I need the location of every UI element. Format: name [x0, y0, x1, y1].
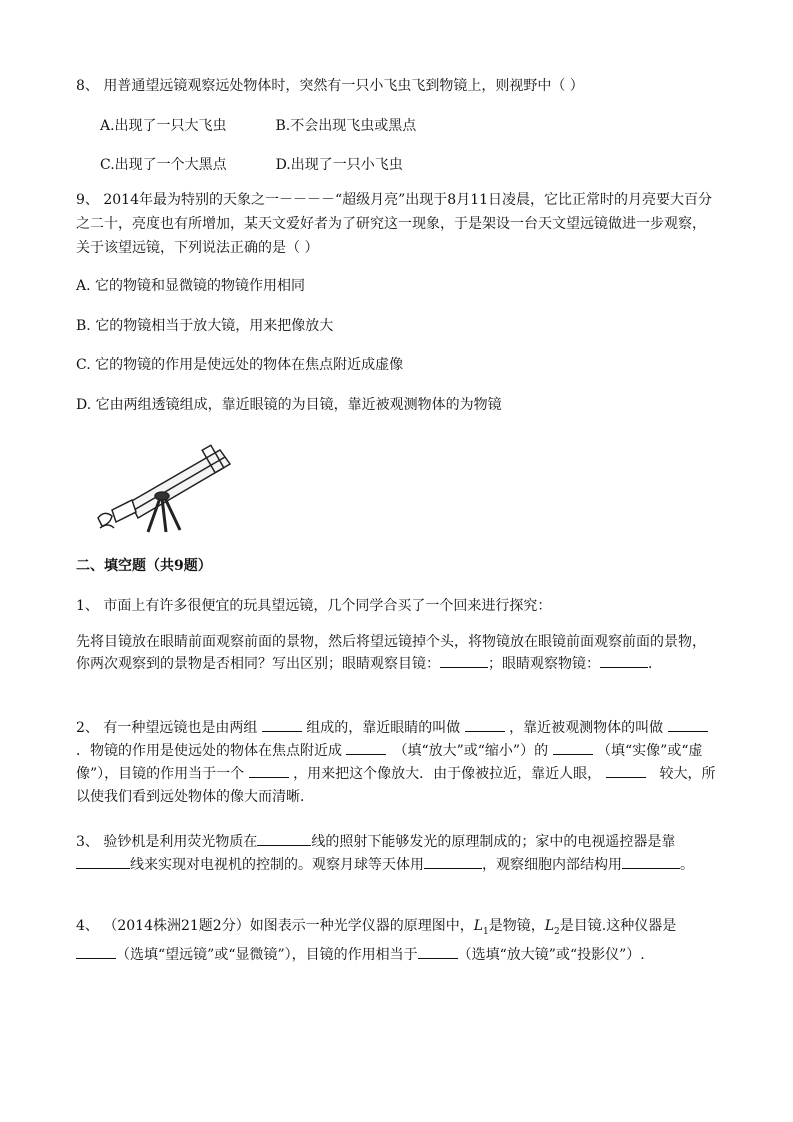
f4-text-a: 4、 （2014株洲21题2分）如图表示一种光学仪器的原理图中， — [76, 918, 474, 934]
f2-text-g: ，用来把这个像放大．由于像被拉近，靠近人眼， — [293, 766, 602, 782]
telescope-figure — [90, 440, 235, 535]
f2-blank-5[interactable] — [553, 740, 593, 755]
f2-text-d: ．物镜的作用是使远处的物体在焦点附近成 — [76, 743, 342, 759]
q9-stem: 9、 2014年最为特别的天象之一－－－－“超级月亮”出现于8月11日凌晨，它比正常时的月亮要大百分之二十，亮度也有所增加，某天文爱好者为了研究这一现象，于是架设一台天文望远镜做进一步观察，关于该望远镜，下列说法正确的是（ ） — [76, 192, 713, 256]
q8-option-d: D.出现了一只小飞虫 — [275, 157, 403, 173]
f2-text-f: （填“实像”或“虚像”），目镜的作用当于一个 — [76, 743, 703, 782]
f1-blank-1[interactable] — [440, 653, 488, 668]
section-title: 二、填空题（共9题） — [76, 558, 212, 574]
f1-body — [76, 631, 716, 675]
q9-option-b: B. 它的物镜相当于放大镜，用来把像放大 — [76, 318, 334, 334]
f4-text-d: （选填“望远镜”或“显微镜”），目镜的作用相当于 — [116, 946, 418, 963]
f3-text-c: 线来实现对电视机的控制的。观察月球等天体用 — [130, 857, 424, 873]
q8-options-row1 — [100, 116, 416, 136]
f1-text-1: 先将目镜放在眼睛前面观察前面的景物，然后将望远镜掉个头，将物镜放在眼镜前面观察前面的景物，你两次观察到的景物是否相同？写出区别；眼睛观察目镜： — [76, 634, 706, 672]
f3-body — [76, 831, 716, 877]
f2-blank-7[interactable] — [606, 763, 646, 778]
f2-blank-3[interactable] — [668, 717, 708, 732]
f3-text-b: 线的照射下能够发光的原理制成的；家中的电视遥控器是靠 — [311, 834, 676, 850]
f4-lens-l1: L — [473, 918, 484, 934]
f3-blank-3[interactable] — [424, 854, 482, 869]
q8-stem: 8、 用普通望远镜观察远处物体时，突然有一只小飞虫飞到物镜上，则视野中（ ） — [76, 78, 584, 94]
f2-text-e: （填“放大”或“缩小”）的 — [400, 743, 549, 759]
f4-text-e: （选填“放大镜”或“投影仪”）. — [457, 946, 645, 963]
q8-option-b: B.不会出现飞虫或黑点 — [275, 118, 417, 134]
f2-blank-4[interactable] — [346, 740, 386, 755]
f4-body — [76, 915, 716, 967]
f4-lens-l2: L — [544, 918, 555, 934]
f3-blank-1[interactable] — [257, 831, 311, 846]
f2-text-b: 组成的，靠近眼睛的叫做 — [306, 720, 461, 736]
f2-text-c: ，靠近被观测物体的叫做 — [509, 720, 664, 736]
f4-blank-1[interactable] — [76, 944, 116, 959]
q9-option-d: D. 它由两组透镜组成，靠近眼镜的为目镜，靠近被观测物体的为物镜 — [76, 397, 502, 413]
f1-text-3: ． — [648, 656, 662, 672]
f4-text-b: 是物镜， — [488, 918, 545, 934]
q9-option-a: A. 它的物镜和显微镜的物镜作用相同 — [76, 278, 306, 294]
f3-blank-4[interactable] — [622, 854, 680, 869]
f1-stem: 1、 市面上有许多很便宜的玩具望远镜，几个同学合买了一个回来进行探究： — [76, 598, 552, 614]
f1-text-2: ；眼睛观察物镜： — [488, 656, 600, 672]
f3-text-e: 。 — [680, 857, 694, 873]
f2-blank-6[interactable] — [249, 763, 289, 778]
f4-lens-l1-sub: 1 — [483, 926, 489, 937]
f2-text-h: 较大，所以使我们看到远处物体的像大而清晰． — [76, 766, 716, 805]
q8-option-a: A.出现了一只大飞虫 — [100, 118, 227, 134]
f2-body — [76, 717, 716, 809]
f4-lens-l2-sub: 2 — [554, 926, 560, 937]
f2-blank-2[interactable] — [465, 717, 505, 732]
q8-option-c: C.出现了一个大黑点 — [100, 157, 227, 173]
f3-text-a: 3、 验钞机是利用荧光物质在 — [76, 834, 258, 850]
f4-text-c: 是目镜.这种仪器是 — [559, 918, 677, 934]
q9-option-c: C. 它的物镜的作用是使远处的物体在焦点附近成虚像 — [76, 357, 404, 373]
f2-text-a: 2、 有一种望远镜也是由两组 — [76, 720, 258, 736]
f3-text-d: ，观察细胞内部结构用 — [482, 857, 622, 873]
q8-options-row2 — [100, 155, 403, 175]
f1-blank-2[interactable] — [600, 653, 648, 668]
f3-blank-2[interactable] — [76, 854, 130, 869]
f2-blank-1[interactable] — [262, 717, 302, 732]
f4-blank-2[interactable] — [418, 944, 458, 959]
